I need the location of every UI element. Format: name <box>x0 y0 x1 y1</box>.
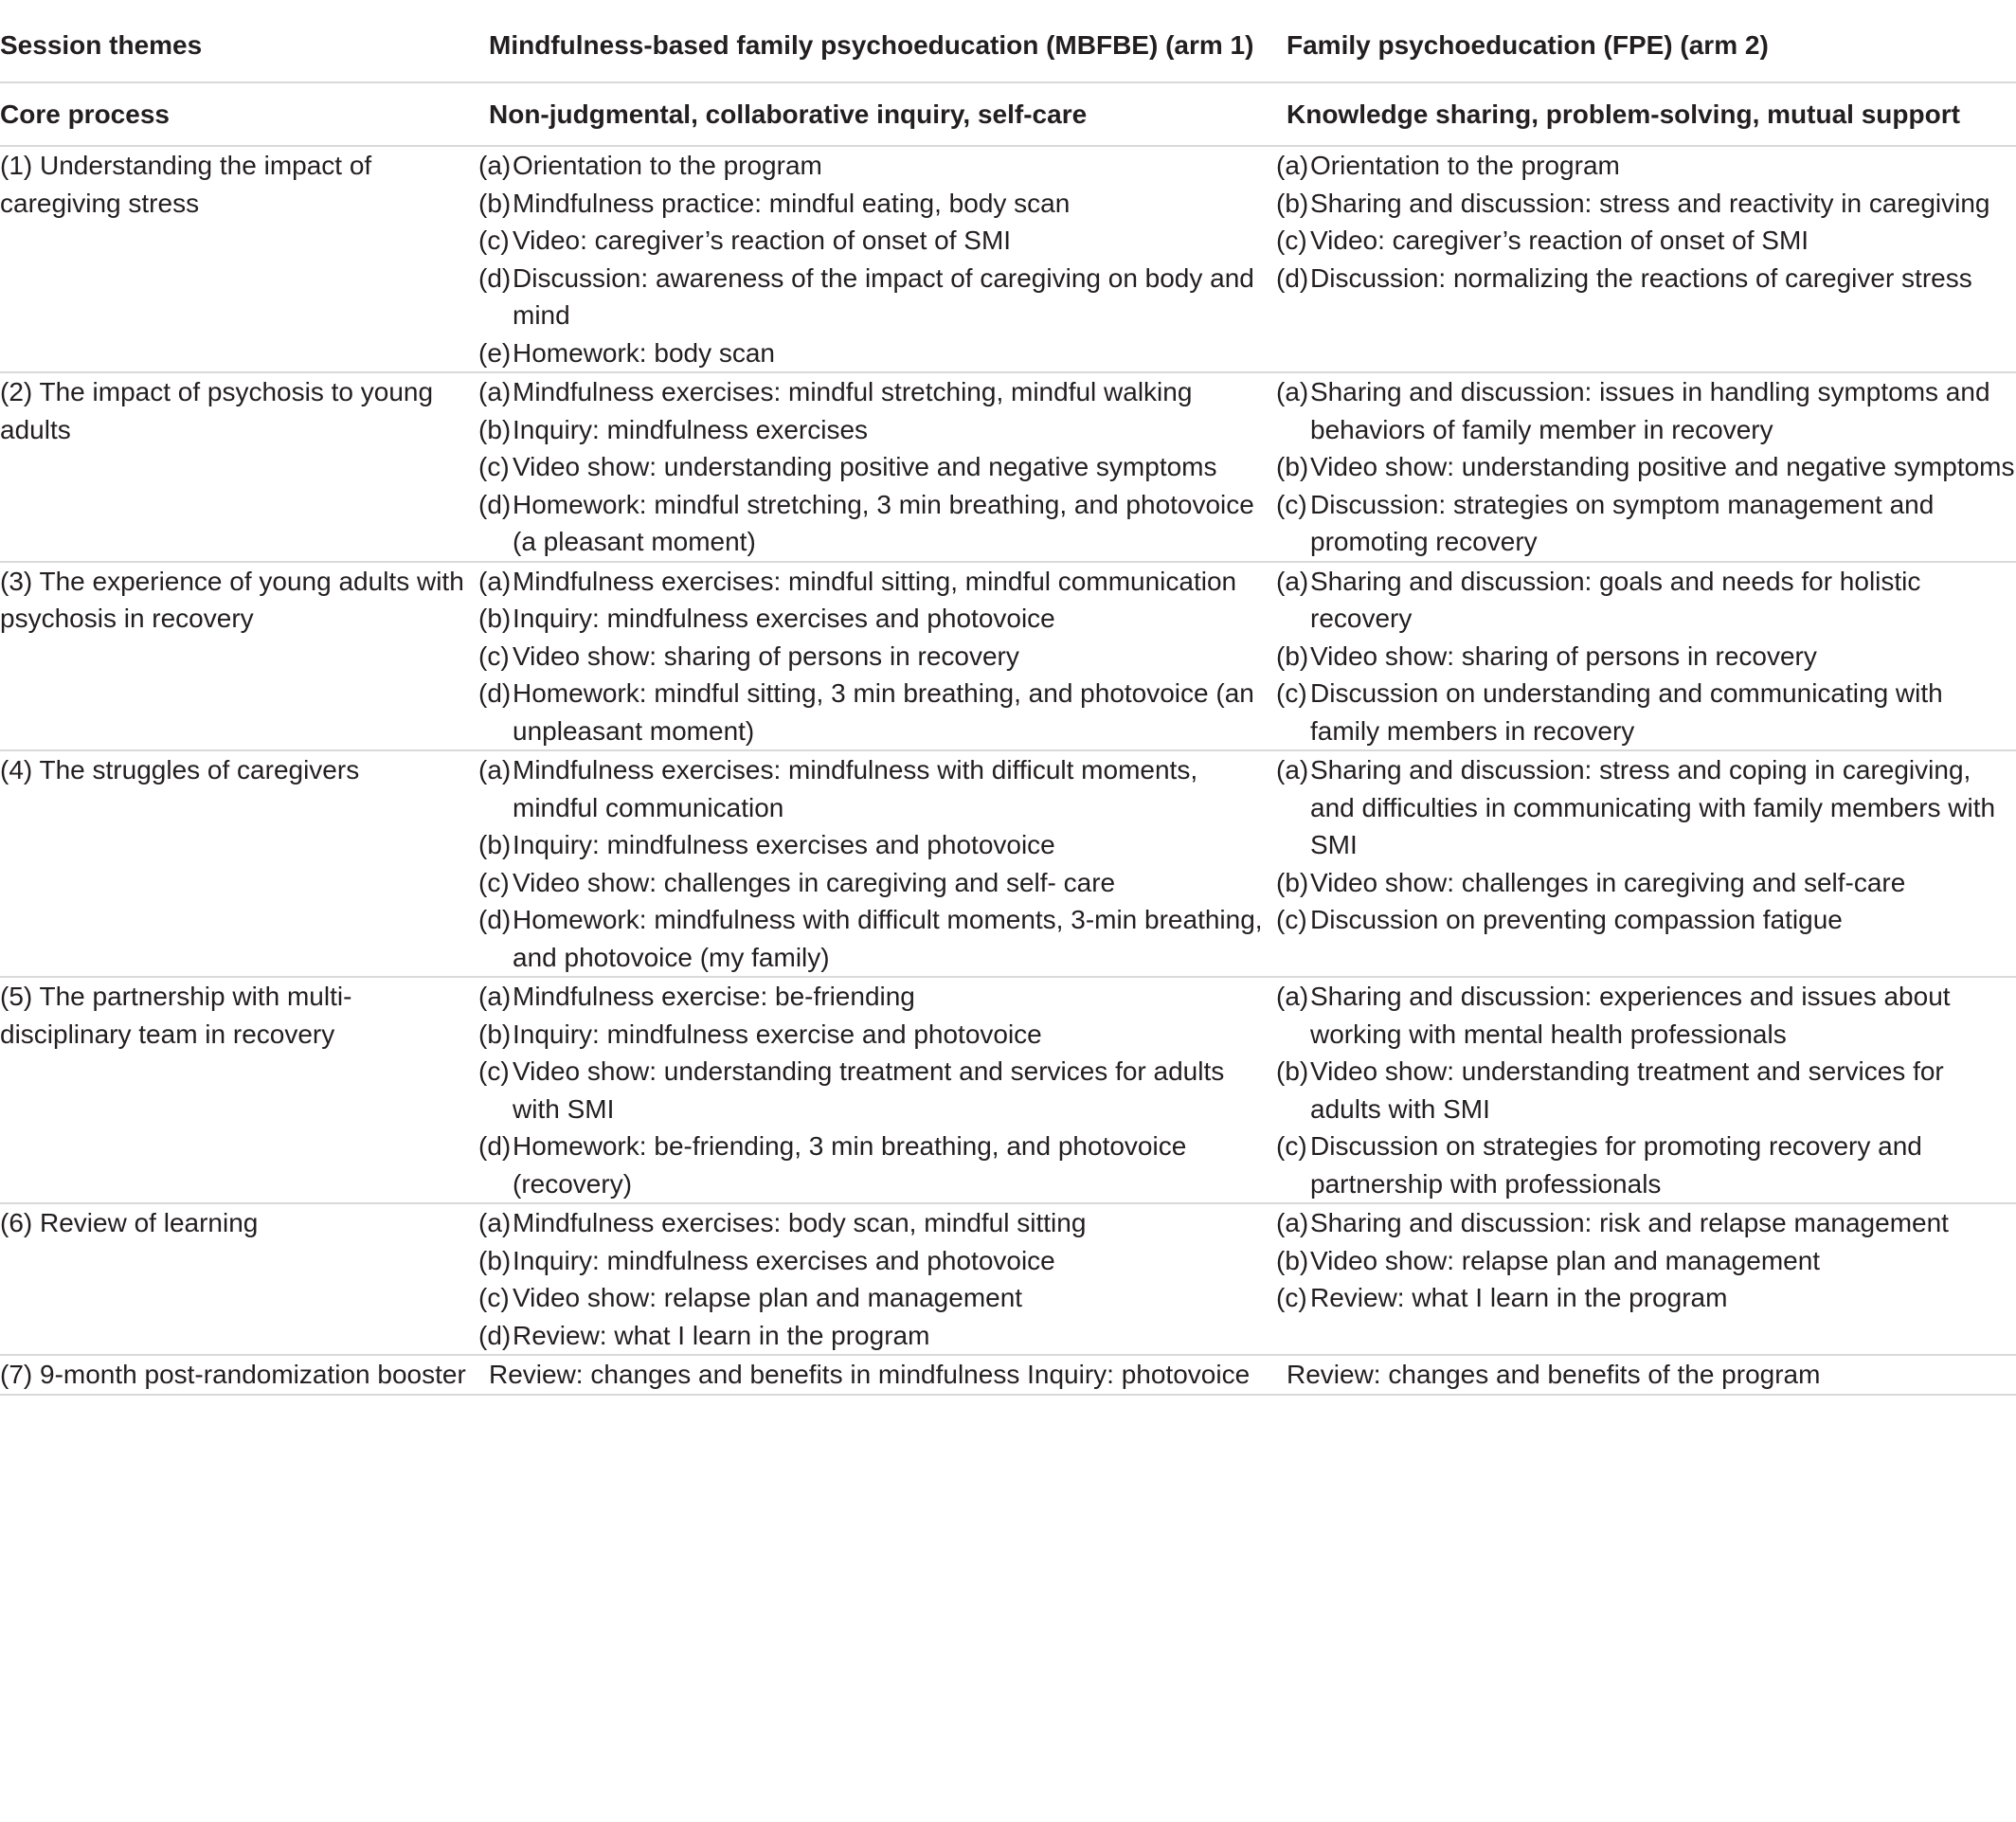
item-marker: (c) <box>478 452 510 481</box>
item-marker: (c) <box>478 867 510 897</box>
list-item <box>478 638 1276 676</box>
activity-list <box>478 563 1276 750</box>
table-row <box>0 562 2016 751</box>
item-marker: (a) <box>478 377 512 406</box>
booster-arm2: Review: changes and benefits of the program <box>1287 1360 1821 1389</box>
list-item <box>478 563 1276 601</box>
list-item <box>1276 147 2016 185</box>
list-item <box>478 1016 1276 1054</box>
item-text: Discussion: normalizing the reactions of caregiver stress <box>1310 262 1972 293</box>
item-marker: (d) <box>478 1320 512 1350</box>
list-item <box>478 486 1276 561</box>
item-text: Discussion: awareness of the impact of caregiving on body and mind <box>513 262 1254 330</box>
session-arm1-activities <box>478 372 1276 562</box>
list-item <box>1276 1053 2016 1127</box>
item-text: Sharing and discussion: stress and reactivity in caregiving <box>1310 188 1990 218</box>
session-arm2-activities <box>1276 750 2016 977</box>
header-session-themes: Session themes <box>0 30 203 60</box>
item-marker: (a) <box>1276 566 1309 596</box>
list-item <box>478 1242 1276 1280</box>
list-item <box>478 185 1276 223</box>
session-arm2-activities <box>1276 1203 2016 1355</box>
item-marker: (a) <box>478 982 512 1011</box>
list-item <box>478 864 1276 902</box>
list-item <box>1276 373 2016 448</box>
item-marker: (b) <box>478 1019 512 1049</box>
item-marker: (c) <box>478 225 510 255</box>
table-row <box>0 372 2016 562</box>
item-marker: (a) <box>478 151 512 180</box>
item-marker: (d) <box>478 1131 512 1161</box>
booster-arm1: Review: changes and benefits in mindfulness Inquiry: photovoice <box>489 1360 1251 1389</box>
activity-list <box>1276 751 2016 939</box>
item-marker: (c) <box>1276 905 1307 934</box>
item-text: Mindfulness exercises: mindful stretching, mindful walking <box>513 377 1193 406</box>
item-marker: (b) <box>1276 1245 1309 1275</box>
list-item <box>478 1317 1276 1355</box>
list-item <box>478 675 1276 749</box>
session-themes-table <box>0 9 2016 1396</box>
header-arm2: Family psychoeducation (FPE) (arm 2) <box>1287 30 1769 60</box>
core-process-label: Core process <box>0 99 170 129</box>
list-item <box>1276 1204 2016 1242</box>
session-arm1-activities <box>478 1203 1276 1355</box>
item-text: Discussion on preventing compassion fatigue <box>1310 905 1843 934</box>
item-text: Video show: understanding treatment and services for adults with SMI <box>1310 1056 1944 1124</box>
item-marker: (b) <box>1276 867 1309 897</box>
item-marker: (b) <box>1276 640 1309 671</box>
item-marker: (a) <box>1276 982 1309 1011</box>
list-item <box>1276 1279 2016 1317</box>
item-marker: (a) <box>1276 1208 1309 1237</box>
list-item <box>478 373 1276 411</box>
session-theme: (5) The partnership with multi-disciplinary team in recovery <box>0 982 352 1049</box>
item-marker: (a) <box>478 755 512 785</box>
list-item <box>478 448 1276 486</box>
item-marker: (a) <box>1276 151 1309 180</box>
item-marker: (c) <box>478 1056 510 1086</box>
list-item <box>1276 222 2016 260</box>
list-item <box>1276 978 2016 1053</box>
session-arm1-activities <box>478 750 1276 977</box>
item-marker: (b) <box>478 830 512 859</box>
list-item <box>478 978 1276 1016</box>
item-marker: (c) <box>478 1283 510 1312</box>
activity-list <box>1276 563 2016 750</box>
list-item <box>1276 260 2016 298</box>
item-marker: (d) <box>478 262 512 293</box>
activity-list <box>478 373 1276 561</box>
item-marker: (c) <box>1276 1131 1307 1161</box>
item-text: Inquiry: mindfulness exercises and photovoice <box>513 830 1055 859</box>
list-item <box>1276 751 2016 864</box>
item-marker: (c) <box>1276 489 1307 519</box>
list-item <box>1276 486 2016 561</box>
item-marker: (a) <box>1276 377 1309 406</box>
item-text: Video show: relapse plan and management <box>1310 1245 1821 1275</box>
list-item <box>1276 448 2016 486</box>
item-text: Video show: understanding positive and negative symptoms <box>1310 452 2015 481</box>
table-row <box>0 750 2016 977</box>
list-item <box>478 901 1276 976</box>
booster-theme: (7) 9-month post-randomization booster <box>0 1360 466 1389</box>
list-item <box>1276 185 2016 223</box>
item-marker: (a) <box>478 566 512 596</box>
item-text: Inquiry: mindfulness exercises and photovoice <box>513 1245 1055 1275</box>
activity-list <box>1276 147 2016 297</box>
item-text: Inquiry: mindfulness exercise and photovoice <box>513 1019 1042 1049</box>
item-text: Review: what I learn in the program <box>1310 1283 1728 1312</box>
item-marker: (b) <box>478 414 512 444</box>
item-text: Homework: mindfulness with difficult moments, 3-min breathing, and photovoice (my family) <box>513 905 1263 972</box>
session-theme: (1) Understanding the impact of caregiving stress <box>0 151 372 218</box>
item-text: Sharing and discussion: goals and needs for holistic recovery <box>1310 566 1921 633</box>
item-text: Sharing and discussion: experiences and issues about working with mental health professionals <box>1310 982 1951 1049</box>
item-text: Video show: challenges in caregiving and self- care <box>513 867 1116 897</box>
item-marker: (b) <box>1276 452 1309 481</box>
session-arm2-activities <box>1276 372 2016 562</box>
item-marker: (d) <box>1276 262 1309 293</box>
list-item <box>478 334 1276 372</box>
list-item <box>478 1279 1276 1317</box>
list-item <box>1276 675 2016 749</box>
item-marker: (d) <box>478 678 512 708</box>
item-text: Video show: sharing of persons in recovery <box>1310 640 1817 671</box>
item-text: Review: what I learn in the program <box>513 1320 930 1350</box>
list-item <box>1276 864 2016 902</box>
activity-list <box>478 147 1276 371</box>
list-item <box>478 222 1276 260</box>
item-text: Discussion on strategies for promoting recovery and partnership with professionals <box>1310 1131 1922 1199</box>
item-marker: (d) <box>478 489 512 519</box>
item-text: Mindfulness exercises: mindfulness with difficult moments, mindful communication <box>513 755 1198 822</box>
table-row <box>0 977 2016 1203</box>
activity-list <box>478 978 1276 1202</box>
item-text: Homework: be-friending, 3 min breathing, and photovoice (recovery) <box>513 1131 1187 1199</box>
item-text: Sharing and discussion: issues in handling symptoms and behaviors of family member in recovery <box>1310 377 1990 444</box>
item-text: Inquiry: mindfulness exercises and photovoice <box>513 604 1055 633</box>
header-row <box>0 9 2016 82</box>
item-text: Video show: challenges in caregiving and self-care <box>1310 867 1906 897</box>
item-marker: (b) <box>1276 188 1309 218</box>
item-marker: (c) <box>1276 225 1307 255</box>
session-theme: (2) The impact of psychosis to young adults <box>0 377 434 444</box>
core-process-row <box>0 82 2016 147</box>
list-item <box>478 751 1276 826</box>
item-text: Homework: mindful sitting, 3 min breathing, and photovoice (an unpleasant moment) <box>513 678 1254 746</box>
activity-list <box>478 751 1276 976</box>
list-item <box>1276 638 2016 676</box>
list-item <box>1276 1242 2016 1280</box>
item-marker: (c) <box>1276 1283 1307 1312</box>
item-text: Orientation to the program <box>513 151 822 180</box>
item-marker: (c) <box>1276 678 1307 708</box>
list-item <box>1276 1127 2016 1202</box>
item-text: Discussion on understanding and communicating with family members in recovery <box>1310 678 1943 746</box>
list-item <box>478 1053 1276 1127</box>
item-text: Sharing and discussion: risk and relapse management <box>1310 1208 1949 1237</box>
table-row <box>0 1203 2016 1355</box>
activity-list <box>1276 1204 2016 1317</box>
item-text: Mindfulness exercises: mindful sitting, mindful communication <box>513 566 1237 596</box>
session-theme: (3) The experience of young adults with psychosis in recovery <box>0 566 464 633</box>
item-text: Mindfulness practice: mindful eating, body scan <box>513 188 1071 218</box>
item-text: Homework: body scan <box>513 337 776 368</box>
item-text: Video: caregiver’s reaction of onset of SMI <box>1310 225 1809 255</box>
list-item <box>478 147 1276 185</box>
core-process-arm2: Knowledge sharing, problem-solving, mutual support <box>1287 99 1960 129</box>
core-process-arm1: Non-judgmental, collaborative inquiry, self-care <box>489 99 1088 129</box>
list-item <box>478 826 1276 864</box>
list-item <box>478 260 1276 334</box>
session-arm1-activities <box>478 146 1276 372</box>
item-marker: (a) <box>1276 755 1309 785</box>
booster-row <box>0 1355 2016 1395</box>
session-theme: (4) The struggles of caregivers <box>0 755 360 785</box>
session-arm2-activities <box>1276 977 2016 1203</box>
item-marker: (b) <box>478 1245 512 1275</box>
item-marker: (b) <box>478 188 512 218</box>
list-item <box>478 1127 1276 1202</box>
item-text: Sharing and discussion: stress and coping in caregiving, and difficulties in communicating with family members with SMI <box>1310 755 1996 859</box>
item-marker: (d) <box>478 905 512 934</box>
item-text: Mindfulness exercises: body scan, mindful sitting <box>513 1208 1087 1237</box>
list-item <box>478 1204 1276 1242</box>
session-theme: (6) Review of learning <box>0 1208 259 1237</box>
table-row <box>0 146 2016 372</box>
list-item <box>478 600 1276 638</box>
activity-list <box>1276 978 2016 1202</box>
item-text: Video: caregiver’s reaction of onset of SMI <box>513 225 1012 255</box>
item-marker: (c) <box>478 640 510 671</box>
session-arm1-activities <box>478 977 1276 1203</box>
item-text: Orientation to the program <box>1310 151 1620 180</box>
item-text: Homework: mindful stretching, 3 min breathing, and photovoice (a pleasant moment) <box>513 489 1254 556</box>
item-marker: (e) <box>478 337 512 368</box>
item-marker: (b) <box>1276 1056 1309 1086</box>
item-marker: (a) <box>478 1208 512 1237</box>
session-arm2-activities <box>1276 562 2016 751</box>
item-text: Inquiry: mindfulness exercises <box>513 414 869 444</box>
item-text: Video show: understanding treatment and services for adults with SMI <box>513 1056 1225 1124</box>
activity-list <box>1276 373 2016 561</box>
session-arm1-activities <box>478 562 1276 751</box>
item-text: Video show: relapse plan and management <box>513 1283 1023 1312</box>
activity-list <box>478 1204 1276 1354</box>
item-text: Video show: understanding positive and negative symptoms <box>513 452 1217 481</box>
header-arm1: Mindfulness-based family psychoeducation (MBFBE) (arm 1) <box>489 30 1254 60</box>
item-text: Video show: sharing of persons in recovery <box>513 640 1019 671</box>
list-item <box>478 411 1276 449</box>
item-text: Mindfulness exercise: be-friending <box>513 982 915 1011</box>
session-arm2-activities <box>1276 146 2016 372</box>
list-item <box>1276 563 2016 638</box>
item-text: Discussion: strategies on symptom management and promoting recovery <box>1310 489 1935 556</box>
item-marker: (b) <box>478 604 512 633</box>
list-item <box>1276 901 2016 939</box>
